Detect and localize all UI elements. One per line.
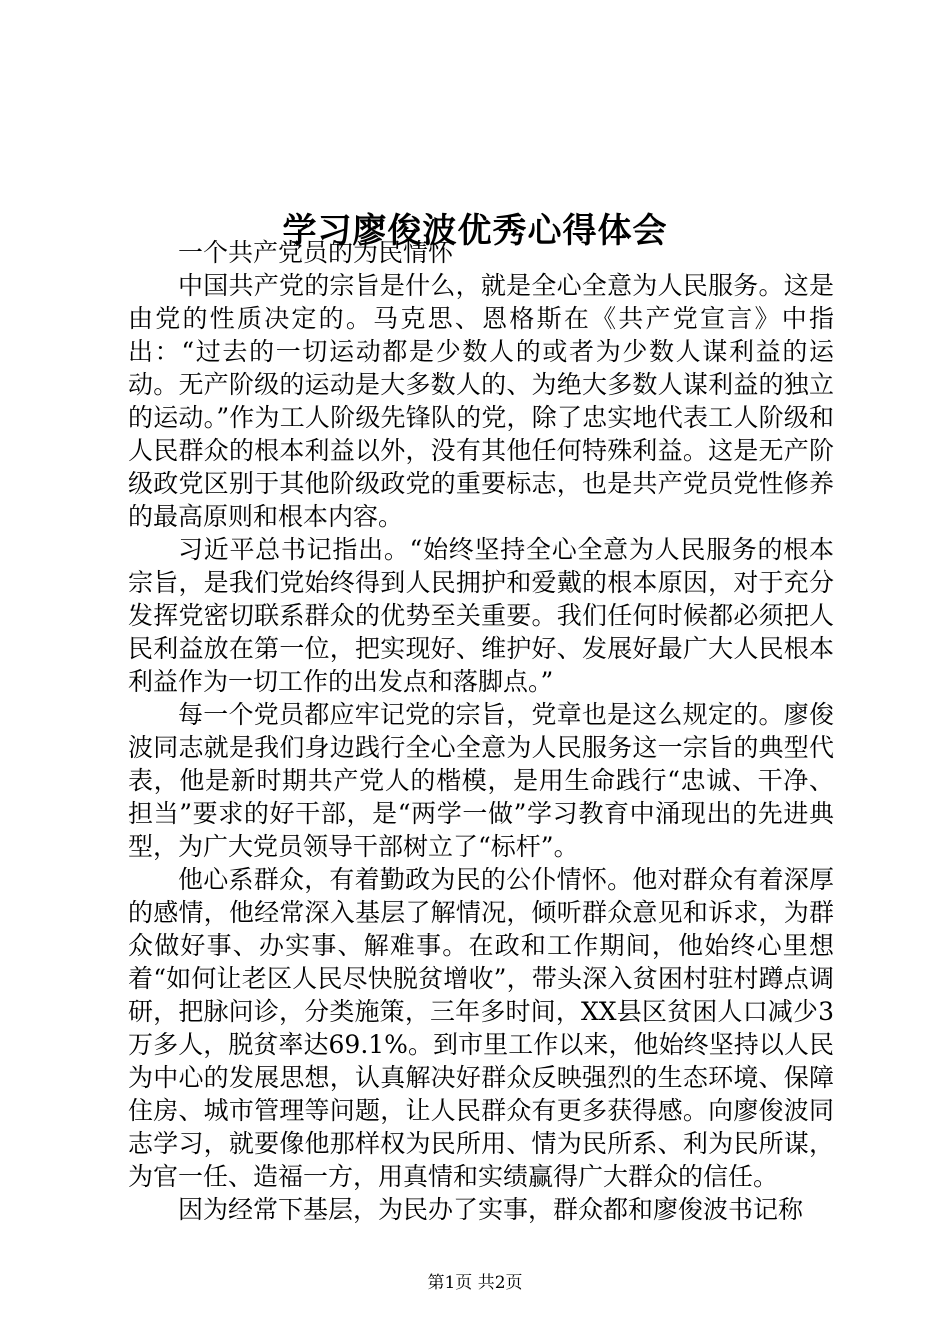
paragraph: 中国共产党的宗旨是什么，就是全心全意为人民服务。这是由党的性质决定的。马克思、恩格斯在《共产党宣言》中指出：“过去的一切运动都是少数人的或者为少数人谋利益的运动。无产阶级的运动是大多数人的、为绝大多数人谋利益的独立的运动。”作为工人阶级先锋队的党，除了忠实地代表工人阶级和人民群众的根本利益以外，没有其他任何特殊利益。这是无产阶级政党区别于其他阶级政党的重要标志，也是共产党员党性修养的最高原则和根本内容。 — [128, 271, 834, 531]
paragraph: 他心系群众，有着勤政为民的公仆情怀。他对群众有着深厚的感情，他经常深入基层了解情况，倾听群众意见和诉求，为群众做好事、办实事、解难事。在政和工作期间，他始终心里想着“如何让老区人民尽快脱贫增收”，带头深入贫困村驻村蹲点调研，把脉问诊，分类施策，三年多时间，XX县区贫困人口减少3万多人，脱贫率达69.1%。到市里工作以来，他始终坚持以人民为中心的发展思想，认真解决好群众反映强烈的生态环境、保障住房、城市管理等问题，让人民群众有更多获得感。向廖俊波同志学习，就要像他那样权为民所用、情为民所系、利为民所谋，为官一任、造福一方，用真情和实绩赢得广大群众的信任。 — [128, 865, 834, 1191]
paragraph: 因为经常下基层，为民办了实事，群众都和廖俊波书记称 — [178, 1195, 804, 1224]
paragraph-subtitle: 一个共产党员的为民情怀 — [178, 238, 454, 267]
document-body — [128, 236, 834, 1226]
paragraph: 每一个党员都应牢记党的宗旨，党章也是这么规定的。廖俊波同志就是我们身边践行全心全意为人民服务这一宗旨的典型代表，他是新时期共产党人的楷模，是用生命践行“忠诚、干净、担当”要求的好干部，是“两学一做”学习教育中涌现出的先进典型，为广大党员领导干部树立了“标杆”。 — [128, 700, 834, 861]
paragraph: 习近平总书记指出。“始终坚持全心全意为人民服务的根本宗旨，是我们党始终得到人民拥护和爱戴的根本原因，对于充分发挥党密切联系群众的优势至关重要。我们任何时候都必须把人民利益放在第一位，把实现好、维护好、发展好最广大人民根本利益作为一切工作的出发点和落脚点。” — [128, 535, 834, 696]
page-title: 学习廖俊波优秀心得体会 — [282, 210, 668, 251]
page-number: 第1页 共2页 — [427, 1273, 523, 1293]
